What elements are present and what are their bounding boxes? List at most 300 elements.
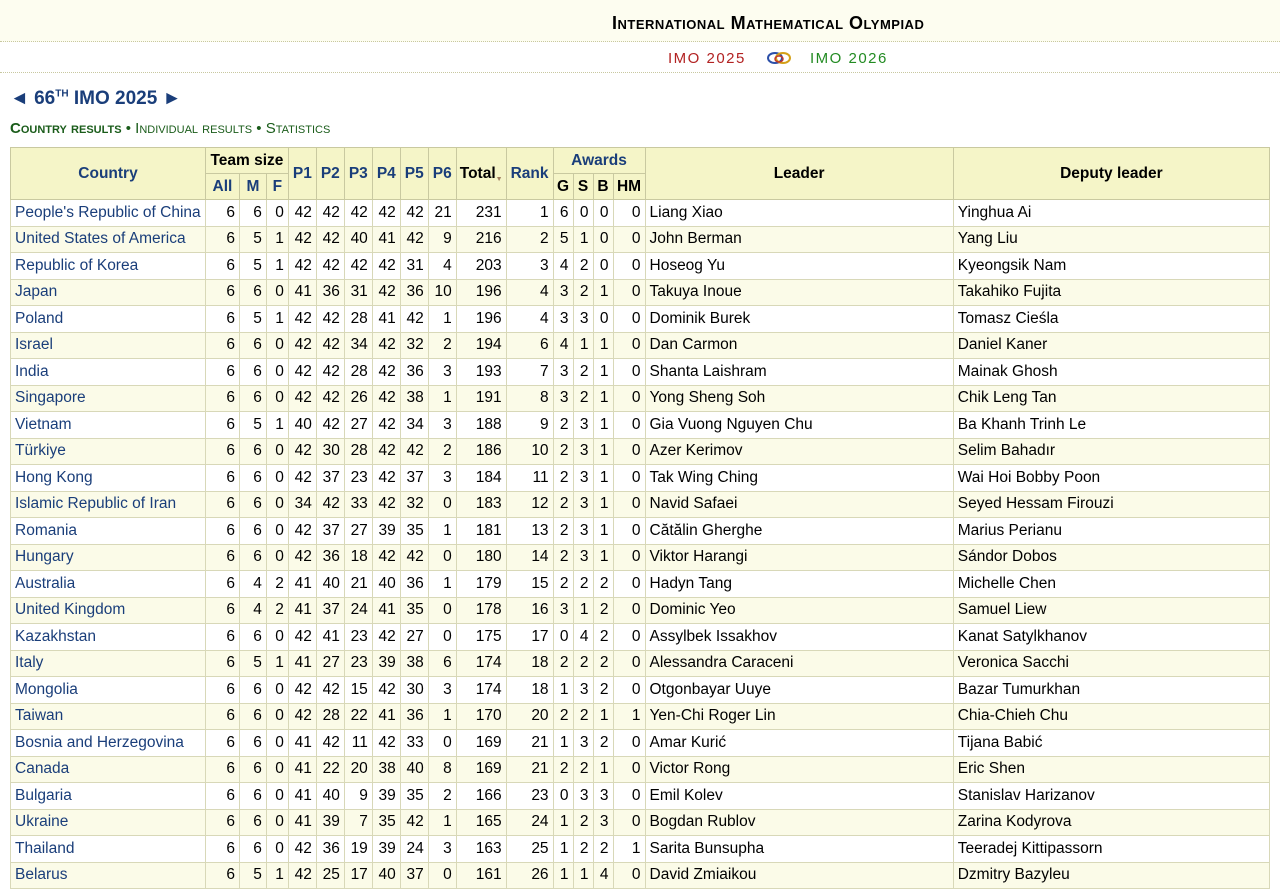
cell-leader: Otgonbayar Uuye <box>645 677 953 704</box>
subnav-separator: • <box>125 120 131 137</box>
cell-leader: Yen-Chi Roger Lin <box>645 703 953 730</box>
cell-hm: 0 <box>613 597 645 624</box>
cell-team-all: 6 <box>205 279 239 306</box>
cell-team-f: 0 <box>266 438 288 465</box>
cell-p1: 42 <box>288 385 316 412</box>
cell-p1: 42 <box>288 226 316 253</box>
cell-gold: 4 <box>553 332 573 359</box>
cell-p2: 42 <box>316 200 344 227</box>
cell-bronze: 2 <box>593 571 613 598</box>
cell-p4: 39 <box>372 783 400 810</box>
country-link[interactable]: Thailand <box>11 836 206 863</box>
cell-gold: 5 <box>553 226 573 253</box>
cell-deputy: Zarina Kodyrova <box>953 809 1269 836</box>
cell-bronze: 2 <box>593 597 613 624</box>
cell-p4: 40 <box>372 862 400 889</box>
cell-team-f: 2 <box>266 571 288 598</box>
col-all-header[interactable]: All <box>205 174 239 200</box>
cell-leader: Tak Wing Ching <box>645 465 953 492</box>
country-link[interactable]: United States of America <box>11 226 206 253</box>
cell-rank: 16 <box>506 597 553 624</box>
col-p3-header[interactable]: P3 <box>344 148 372 200</box>
cell-leader: Yong Sheng Soh <box>645 385 953 412</box>
cell-deputy: Wai Hoi Bobby Poon <box>953 465 1269 492</box>
col-hm-header: HM <box>613 174 645 200</box>
cell-p5: 42 <box>400 438 428 465</box>
cell-leader: Sarita Bunsupha <box>645 836 953 863</box>
cell-p2: 37 <box>316 465 344 492</box>
cell-team-m: 6 <box>239 465 266 492</box>
cell-p5: 30 <box>400 677 428 704</box>
cell-team-all: 6 <box>205 544 239 571</box>
cell-p4: 41 <box>372 306 400 333</box>
table-row <box>11 650 1270 677</box>
cell-bronze: 3 <box>593 809 613 836</box>
cell-team-f: 0 <box>266 783 288 810</box>
cell-p2: 39 <box>316 809 344 836</box>
cell-p5: 38 <box>400 385 428 412</box>
cell-p4: 39 <box>372 518 400 545</box>
subnav-statistics[interactable]: Statistics <box>265 120 331 137</box>
cell-p3: 23 <box>344 650 372 677</box>
cell-silver: 1 <box>573 226 593 253</box>
country-results-table <box>10 147 1270 889</box>
cell-team-all: 6 <box>205 438 239 465</box>
cell-total: 179 <box>456 571 506 598</box>
cell-team-f: 0 <box>266 624 288 651</box>
cell-leader: Emil Kolev <box>645 783 953 810</box>
cell-deputy: Kanat Satylkhanov <box>953 624 1269 651</box>
cell-total: 194 <box>456 332 506 359</box>
cell-p5: 36 <box>400 703 428 730</box>
cell-team-all: 6 <box>205 306 239 333</box>
cell-p2: 42 <box>316 359 344 386</box>
cell-p1: 42 <box>288 518 316 545</box>
cell-p5: 32 <box>400 332 428 359</box>
year-nav <box>0 42 1280 73</box>
cell-rank: 4 <box>506 279 553 306</box>
cell-p4: 42 <box>372 279 400 306</box>
cell-p4: 39 <box>372 650 400 677</box>
cell-p1: 42 <box>288 544 316 571</box>
cell-hm: 0 <box>613 491 645 518</box>
country-link[interactable]: Republic of Korea <box>11 253 206 280</box>
cell-team-f: 0 <box>266 465 288 492</box>
cell-total: 169 <box>456 756 506 783</box>
cell-silver: 3 <box>573 465 593 492</box>
cell-team-m: 5 <box>239 253 266 280</box>
cell-p1: 42 <box>288 677 316 704</box>
cell-team-all: 6 <box>205 730 239 757</box>
subnav-country-results[interactable]: Country results <box>10 120 122 137</box>
cell-leader: Assylbek Issakhov <box>645 624 953 651</box>
cell-silver: 3 <box>573 518 593 545</box>
cell-p5: 42 <box>400 306 428 333</box>
table-row <box>11 544 1270 571</box>
table-row <box>11 253 1270 280</box>
cell-silver: 3 <box>573 306 593 333</box>
table-row <box>11 465 1270 492</box>
table-row <box>11 783 1270 810</box>
cell-p2: 42 <box>316 677 344 704</box>
country-link[interactable]: United Kingdom <box>11 597 206 624</box>
cell-p1: 40 <box>288 412 316 439</box>
table-row <box>11 624 1270 651</box>
country-link[interactable]: Japan <box>11 279 206 306</box>
col-deputy-header: Deputy leader <box>953 148 1269 200</box>
cell-rank: 1 <box>506 200 553 227</box>
cell-rank: 26 <box>506 862 553 889</box>
cell-deputy: Bazar Tumurkhan <box>953 677 1269 704</box>
cell-rank: 12 <box>506 491 553 518</box>
col-awards-header[interactable]: Awards <box>553 148 645 174</box>
cell-p3: 21 <box>344 571 372 598</box>
country-link[interactable]: Hong Kong <box>11 465 206 492</box>
country-link[interactable]: Poland <box>11 306 206 333</box>
col-country-header[interactable]: Country <box>11 148 206 200</box>
cell-gold: 1 <box>553 809 573 836</box>
cell-p4: 41 <box>372 226 400 253</box>
cell-bronze: 2 <box>593 650 613 677</box>
cell-rank: 25 <box>506 836 553 863</box>
cell-p2: 25 <box>316 862 344 889</box>
cell-rank: 8 <box>506 385 553 412</box>
cell-team-f: 1 <box>266 412 288 439</box>
country-link[interactable]: Islamic Republic of Iran <box>11 491 206 518</box>
cell-rank: 3 <box>506 253 553 280</box>
cell-team-all: 6 <box>205 332 239 359</box>
table-row <box>11 279 1270 306</box>
table-row <box>11 730 1270 757</box>
cell-total: 178 <box>456 597 506 624</box>
cell-team-m: 6 <box>239 332 266 359</box>
cell-team-all: 6 <box>205 518 239 545</box>
cell-team-m: 5 <box>239 306 266 333</box>
col-m-header[interactable]: M <box>239 174 266 200</box>
cell-total: 181 <box>456 518 506 545</box>
cell-p6: 3 <box>428 465 456 492</box>
cell-rank: 6 <box>506 332 553 359</box>
cell-p4: 42 <box>372 385 400 412</box>
country-link[interactable]: Hungary <box>11 544 206 571</box>
site-title[interactable]: International Mathematical Olympiad <box>612 13 925 33</box>
cell-p5: 35 <box>400 518 428 545</box>
cell-silver: 2 <box>573 703 593 730</box>
cell-gold: 1 <box>553 836 573 863</box>
cell-silver: 2 <box>573 279 593 306</box>
cell-silver: 2 <box>573 385 593 412</box>
country-link[interactable]: India <box>11 359 206 386</box>
cell-leader: Navid Safaei <box>645 491 953 518</box>
cell-deputy: Chik Leng Tan <box>953 385 1269 412</box>
cell-p2: 42 <box>316 226 344 253</box>
cell-gold: 3 <box>553 279 573 306</box>
cell-team-f: 0 <box>266 332 288 359</box>
cell-gold: 1 <box>553 730 573 757</box>
cell-p3: 27 <box>344 412 372 439</box>
cell-leader: Dan Carmon <box>645 332 953 359</box>
cell-total: 169 <box>456 730 506 757</box>
col-p6-header[interactable]: P6 <box>428 148 456 200</box>
table-row <box>11 385 1270 412</box>
cell-deputy: Kyeongsik Nam <box>953 253 1269 280</box>
cell-silver: 2 <box>573 809 593 836</box>
cell-team-m: 6 <box>239 809 266 836</box>
cell-leader: Alessandra Caraceni <box>645 650 953 677</box>
cell-team-all: 6 <box>205 571 239 598</box>
table-row <box>11 677 1270 704</box>
cell-gold: 1 <box>553 862 573 889</box>
cell-team-m: 6 <box>239 677 266 704</box>
cell-total: 193 <box>456 359 506 386</box>
cell-hm: 0 <box>613 624 645 651</box>
cell-p2: 42 <box>316 332 344 359</box>
cell-p3: 18 <box>344 544 372 571</box>
cell-p3: 34 <box>344 332 372 359</box>
cell-gold: 1 <box>553 677 573 704</box>
cell-p3: 23 <box>344 624 372 651</box>
cell-rank: 11 <box>506 465 553 492</box>
country-link[interactable]: Romania <box>11 518 206 545</box>
cell-rank: 2 <box>506 226 553 253</box>
cell-p5: 42 <box>400 544 428 571</box>
cell-total: 175 <box>456 624 506 651</box>
col-total-header[interactable] <box>456 148 506 200</box>
cell-leader: Shanta Laishram <box>645 359 953 386</box>
col-team-size-header: Team size <box>205 148 288 174</box>
cell-bronze: 2 <box>593 677 613 704</box>
cell-p4: 42 <box>372 438 400 465</box>
country-link[interactable]: Vietnam <box>11 412 206 439</box>
cell-team-m: 6 <box>239 624 266 651</box>
cell-team-m: 6 <box>239 279 266 306</box>
prev-year-link[interactable]: IMO 2025 <box>668 50 746 67</box>
cell-p5: 38 <box>400 650 428 677</box>
col-p2-header[interactable]: P2 <box>316 148 344 200</box>
col-leader-header: Leader <box>645 148 953 200</box>
cell-p6: 21 <box>428 200 456 227</box>
cell-p6: 1 <box>428 306 456 333</box>
table-row <box>11 491 1270 518</box>
cell-deputy: Chia-Chieh Chu <box>953 703 1269 730</box>
cell-p3: 40 <box>344 226 372 253</box>
cell-gold: 2 <box>553 518 573 545</box>
cell-p6: 1 <box>428 518 456 545</box>
cell-p1: 42 <box>288 306 316 333</box>
cell-hm: 0 <box>613 730 645 757</box>
cell-silver: 3 <box>573 491 593 518</box>
cell-hm: 0 <box>613 544 645 571</box>
cell-p3: 20 <box>344 756 372 783</box>
cell-deputy: Takahiko Fujita <box>953 279 1269 306</box>
cell-hm: 0 <box>613 253 645 280</box>
country-link[interactable]: Bosnia and Herzegovina <box>11 730 206 757</box>
cell-hm: 0 <box>613 200 645 227</box>
cell-team-all: 6 <box>205 862 239 889</box>
cell-total: 165 <box>456 809 506 836</box>
country-link[interactable]: Belarus <box>11 862 206 889</box>
cell-rank: 10 <box>506 438 553 465</box>
sort-desc-icon: ▼ <box>495 175 503 183</box>
cell-gold: 3 <box>553 306 573 333</box>
cell-p6: 2 <box>428 783 456 810</box>
cell-team-all: 6 <box>205 359 239 386</box>
cell-p6: 0 <box>428 730 456 757</box>
cell-deputy: Stanislav Harizanov <box>953 783 1269 810</box>
subnav-individual-results[interactable]: Individual results <box>135 120 253 137</box>
cell-silver: 2 <box>573 571 593 598</box>
cell-hm: 0 <box>613 650 645 677</box>
cell-team-m: 5 <box>239 862 266 889</box>
cell-p6: 1 <box>428 385 456 412</box>
cell-p4: 42 <box>372 359 400 386</box>
cell-p1: 42 <box>288 359 316 386</box>
cell-p4: 42 <box>372 253 400 280</box>
cell-total: 196 <box>456 306 506 333</box>
cell-leader: Azer Kerimov <box>645 438 953 465</box>
cell-p4: 42 <box>372 544 400 571</box>
cell-silver: 1 <box>573 862 593 889</box>
col-p1-header[interactable]: P1 <box>288 148 316 200</box>
prev-imo-arrow[interactable]: ◄ <box>10 88 29 109</box>
cell-team-all: 6 <box>205 226 239 253</box>
cell-p2: 22 <box>316 756 344 783</box>
cell-p3: 42 <box>344 253 372 280</box>
cell-total: 196 <box>456 279 506 306</box>
cell-p5: 42 <box>400 226 428 253</box>
cell-p6: 8 <box>428 756 456 783</box>
cell-rank: 7 <box>506 359 553 386</box>
cell-team-m: 6 <box>239 518 266 545</box>
country-link[interactable]: Canada <box>11 756 206 783</box>
cell-leader: Takuya Inoue <box>645 279 953 306</box>
cell-silver: 2 <box>573 650 593 677</box>
cell-team-m: 6 <box>239 491 266 518</box>
cell-bronze: 3 <box>593 783 613 810</box>
country-link[interactable]: Australia <box>11 571 206 598</box>
col-f-header[interactable]: F <box>266 174 288 200</box>
cell-silver: 2 <box>573 253 593 280</box>
col-p5-header[interactable]: P5 <box>400 148 428 200</box>
cell-team-m: 5 <box>239 412 266 439</box>
cell-team-all: 6 <box>205 756 239 783</box>
cell-leader: John Berman <box>645 226 953 253</box>
cell-bronze: 1 <box>593 756 613 783</box>
country-link[interactable]: People's Republic of China <box>11 200 206 227</box>
cell-team-f: 0 <box>266 279 288 306</box>
cell-p3: 9 <box>344 783 372 810</box>
cell-total: 203 <box>456 253 506 280</box>
cell-p5: 31 <box>400 253 428 280</box>
cell-p3: 19 <box>344 836 372 863</box>
cell-hm: 0 <box>613 465 645 492</box>
cell-p4: 42 <box>372 730 400 757</box>
cell-leader: Dominic Yeo <box>645 597 953 624</box>
cell-p2: 37 <box>316 597 344 624</box>
cell-p6: 3 <box>428 359 456 386</box>
cell-bronze: 1 <box>593 491 613 518</box>
country-link[interactable]: Taiwan <box>11 703 206 730</box>
cell-p2: 40 <box>316 571 344 598</box>
cell-bronze: 1 <box>593 385 613 412</box>
cell-rank: 23 <box>506 783 553 810</box>
next-year-link[interactable]: IMO 2026 <box>810 50 888 67</box>
cell-rank: 20 <box>506 703 553 730</box>
cell-p1: 42 <box>288 253 316 280</box>
cell-total: 231 <box>456 200 506 227</box>
cell-silver: 2 <box>573 756 593 783</box>
cell-p3: 27 <box>344 518 372 545</box>
table-row <box>11 597 1270 624</box>
cell-total: 191 <box>456 385 506 412</box>
cell-total: 161 <box>456 862 506 889</box>
cell-p2: 30 <box>316 438 344 465</box>
cell-hm: 0 <box>613 783 645 810</box>
cell-hm: 0 <box>613 279 645 306</box>
cell-gold: 3 <box>553 359 573 386</box>
cell-bronze: 0 <box>593 226 613 253</box>
cell-p4: 42 <box>372 677 400 704</box>
cell-p5: 34 <box>400 412 428 439</box>
cell-bronze: 0 <box>593 253 613 280</box>
cell-silver: 3 <box>573 412 593 439</box>
next-imo-arrow[interactable]: ► <box>162 88 182 109</box>
cell-p2: 42 <box>316 730 344 757</box>
table-row <box>11 518 1270 545</box>
country-link[interactable]: Mongolia <box>11 677 206 704</box>
cell-p5: 32 <box>400 491 428 518</box>
cell-deputy: Seyed Hessam Firouzi <box>953 491 1269 518</box>
cell-p5: 42 <box>400 809 428 836</box>
cell-p4: 40 <box>372 571 400 598</box>
country-link[interactable]: Singapore <box>11 385 206 412</box>
cell-p5: 35 <box>400 783 428 810</box>
cell-bronze: 1 <box>593 518 613 545</box>
cell-p5: 36 <box>400 571 428 598</box>
country-link[interactable]: Italy <box>11 650 206 677</box>
cell-total: 186 <box>456 438 506 465</box>
country-link[interactable]: Bulgaria <box>11 783 206 810</box>
cell-p6: 0 <box>428 544 456 571</box>
cell-p2: 42 <box>316 412 344 439</box>
cell-silver: 1 <box>573 332 593 359</box>
cell-total: 174 <box>456 650 506 677</box>
cell-p5: 36 <box>400 359 428 386</box>
cell-leader: Victor Rong <box>645 756 953 783</box>
cell-bronze: 4 <box>593 862 613 889</box>
cell-rank: 9 <box>506 412 553 439</box>
cell-deputy: Ba Khanh Trinh Le <box>953 412 1269 439</box>
col-p4-header[interactable]: P4 <box>372 148 400 200</box>
country-link[interactable]: Israel <box>11 332 206 359</box>
cell-p2: 40 <box>316 783 344 810</box>
country-link[interactable]: Ukraine <box>11 809 206 836</box>
cell-rank: 18 <box>506 650 553 677</box>
country-link[interactable]: Türkiye <box>11 438 206 465</box>
cell-team-f: 0 <box>266 836 288 863</box>
table-row <box>11 438 1270 465</box>
cell-p4: 39 <box>372 836 400 863</box>
cell-p6: 1 <box>428 571 456 598</box>
cell-bronze: 1 <box>593 412 613 439</box>
country-link[interactable]: Kazakhstan <box>11 624 206 651</box>
cell-bronze: 0 <box>593 200 613 227</box>
cell-p4: 42 <box>372 412 400 439</box>
imo-logo-icon[interactable] <box>766 50 792 66</box>
col-rank-header[interactable]: Rank <box>506 148 553 200</box>
cell-p2: 42 <box>316 253 344 280</box>
heading-text: IMO 2025 <box>68 88 158 109</box>
